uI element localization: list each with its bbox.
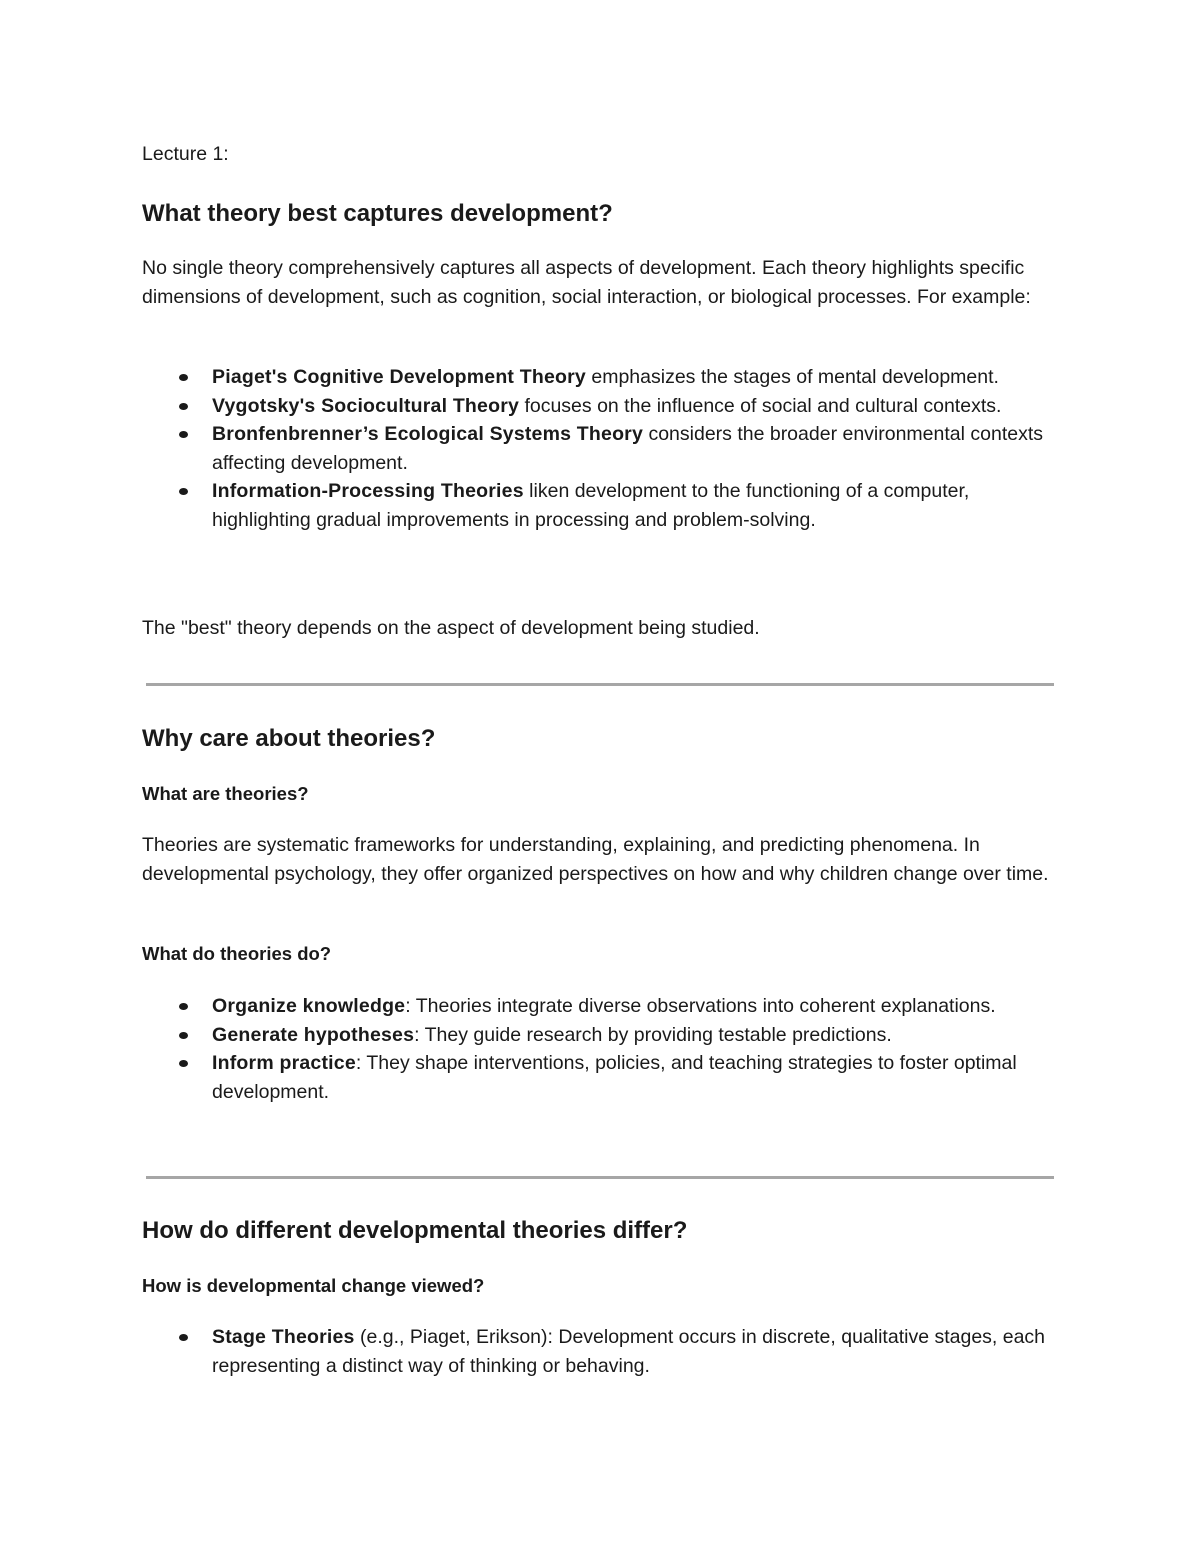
bullet-icon — [179, 488, 188, 495]
bullet-icon — [179, 374, 188, 381]
bullet-icon — [179, 431, 188, 438]
bullet-icon — [179, 1032, 188, 1039]
list-item-text: : They guide research by providing testable predictions. — [414, 1023, 892, 1046]
section3-heading: How do different developmental theories differ? — [142, 1217, 688, 1244]
section1-conclusion: The "best" theory depends on the aspect of development being studied. — [142, 617, 760, 639]
list-item-text: : Theories integrate diverse observations into coherent explanations. — [405, 995, 996, 1017]
section1-intro: No single theory comprehensively captures all aspects of development. Each theory highlights specific dimensions of development, such as cognition, social interaction, or biological processes. For example: — [142, 257, 1031, 308]
list-item-term: Vygotsky's Sociocultural Theory — [212, 394, 520, 417]
list-item-term: Inform practice — [212, 1052, 356, 1074]
list-item-text: liken development to the functioning of a computer, highlighting gradual improvements in processing and problem-solving. — [212, 480, 970, 531]
section-divider — [146, 683, 1054, 686]
list-item-term: Piaget's Cognitive Development Theory — [212, 366, 586, 388]
section1-heading: What theory best captures development? — [142, 200, 613, 227]
list-item — [142, 392, 1054, 421]
list-item-term: Stage Theories — [212, 1326, 355, 1348]
section1-theory-list — [142, 363, 1054, 534]
list-item — [142, 420, 1054, 477]
list-item-term: Bronfenbrenner’s Ecological Systems Theory — [212, 423, 644, 445]
bullet-icon — [179, 1003, 188, 1010]
list-item — [142, 477, 1054, 534]
bullet-icon — [179, 403, 188, 410]
list-item-term: Information-Processing Theories — [212, 480, 524, 502]
list-item-text: considers the broader environmental contexts affecting development. — [212, 423, 1044, 474]
lecture-label: Lecture 1: — [142, 143, 229, 165]
section2-function-list — [142, 992, 1054, 1106]
list-item-term: Generate hypotheses — [212, 1023, 415, 1046]
bullet-icon — [179, 1334, 188, 1341]
section-divider — [146, 1176, 1054, 1179]
list-item-term: Organize knowledge — [212, 995, 406, 1017]
list-item — [142, 992, 1054, 1021]
bullet-icon — [179, 1060, 188, 1067]
list-item — [142, 363, 1054, 392]
list-item-text: : They shape interventions, policies, and teaching strategies to foster optimal development. — [212, 1052, 1017, 1103]
section2-definition: Theories are systematic frameworks for understanding, explaining, and predicting phenomena. In developmental psychology, they offer organized perspectives on how and why children change over time. — [142, 834, 1049, 885]
list-item-text: focuses on the influence of social and cultural contexts. — [519, 394, 1002, 417]
section2-subheading-what: What are theories? — [142, 783, 309, 804]
list-item-text: (e.g., Piaget, Erikson): Development occurs in discrete, qualitative stages, each representing a distinct way of thinking or behaving. — [212, 1326, 1046, 1377]
section3-subheading: How is developmental change viewed? — [142, 1275, 485, 1296]
section2-subheading-do: What do theories do? — [142, 943, 332, 964]
section2-heading: Why care about theories? — [142, 725, 436, 752]
list-item — [142, 1021, 1054, 1050]
list-item-text: emphasizes the stages of mental development. — [585, 366, 999, 388]
section3-view-list — [142, 1323, 1054, 1380]
list-item — [142, 1049, 1054, 1106]
list-item — [142, 1323, 1054, 1380]
